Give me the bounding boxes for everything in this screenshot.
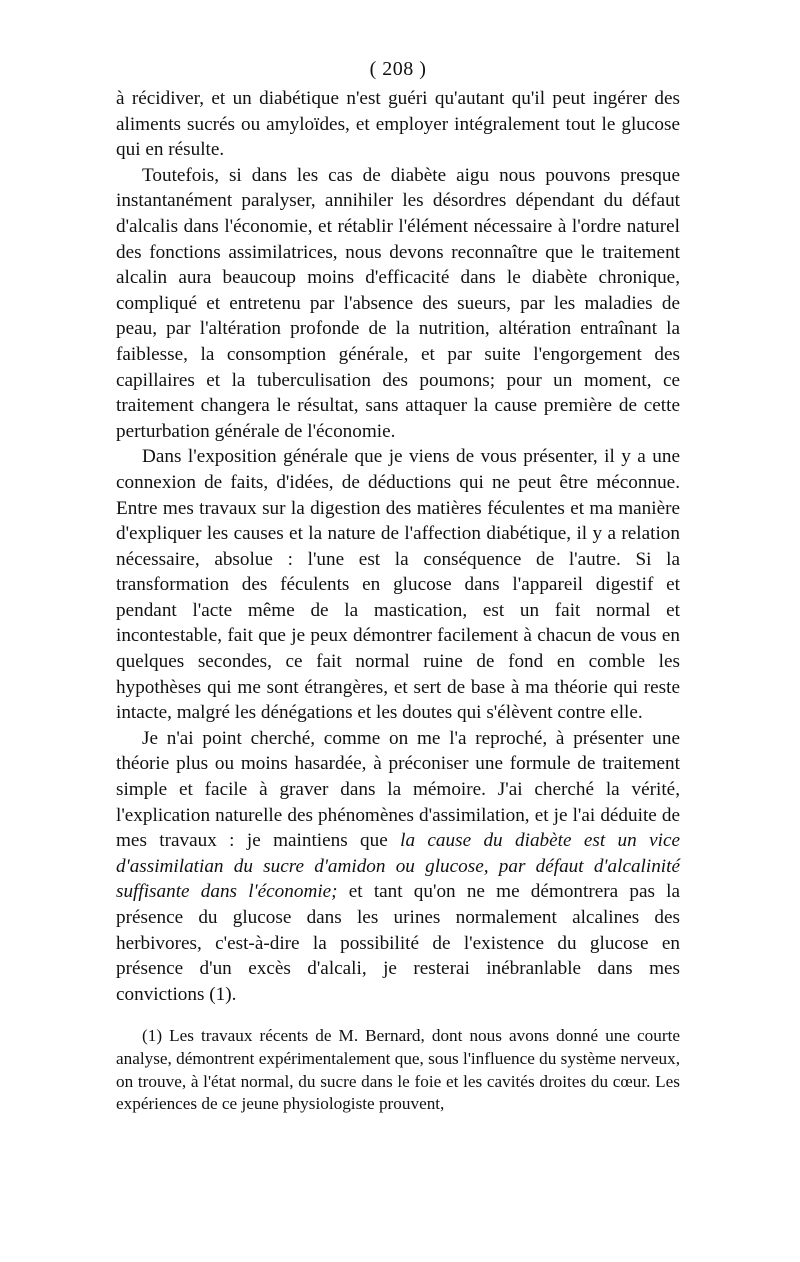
conclusion-italic-thesis: la cause du diabète est un vice d'assimilatian du sucre d'amidon ou glucose, par défaut d'alcalinité suffisante dans l'économie; (116, 830, 680, 903)
paragraph-exposition: Dans l'exposition générale que je viens de vous présenter, il y a une connexion de faits, d'idées, de déductions qui ne peut être méconnue. Entre mes travaux sur la digestion des matières féculentes et ma manière d'expliquer les causes et la nature de l'affection diabétique, il y a relation nécessaire, absolue : l'une est la conséquence de l'autre. Si la transformation des féculents en glucose dans l'appareil digestif et pendant l'acte même de la mastication, est un fait normal et incontestable, fait que je peux démontrer facilement à chacun de vous en quelques secondes, ce fait normal ruine de fond en comble les hypothèses qui me sont étrangères, et sert de base à ma théorie qui reste intacte, malgré les dénégations et les doutes qui s'élèvent contre elle. (116, 446, 680, 724)
paragraph-continued: à récidiver, et un diabétique n'est guéri qu'autant qu'il peut ingérer des aliments sucrés ou amyloïdes, et employer intégralement tout le glucose qui en résulte. (116, 88, 680, 161)
conclusion-text-start: Je n'ai point cherché, comme on me l'a reproché, à présenter une théorie plus ou moins hasardée, à préconiser une formule de traitement simple et facile à graver dans la mémoire. J'ai cherché la vérité, l'explication naturelle des phénomènes d'assimilation, et je l'ai déduite de mes travaux : je maintiens que (116, 727, 680, 852)
book-page (116, 56, 680, 1133)
paragraph-conclusion (116, 726, 680, 1008)
paragraph-toutefois: Toutefois, si dans les cas de diabète aigu nous pouvons presque instantanément paralyser, annihiler les désordres dépendant du défaut d'alcalis dans l'économie, et rétablir l'élément nécessaire à l'ordre naturel des fonctions assimilatrices, nous devons reconnaître que le traitement alcalin aura beaucoup moins d'efficacité dans le diabète chronique, compliqué et entretenu par l'absence des sueurs, par les maladies de peau, par l'altération profonde de la nutrition, altération entraînant la faiblesse, la consomption générale, et par suite l'engorgement des capillaires et la tuberculisation des poumons; pour un moment, ce traitement changera le résultat, sans attaquer la cause première de cette perturbation générale de l'économie. (116, 164, 680, 442)
conclusion-text-end: et tant qu'on ne me démontrera pas la présence du glucose dans les urines normalement alcalines des herbivores, c'est-à-dire la possibilité de l'existence du glucose en présence d'un excès d'alcali, je resterai inébranlable dans mes convictions (1). (116, 881, 680, 1005)
page-number: ( 208 ) (369, 58, 427, 80)
footnote: (1) Les travaux récents de M. Bernard, dont nous avons donné une courte analyse, démontrent expérimentalement que, sous l'influence du système nerveux, on trouve, à l'état normal, du sucre dans le foie et les cavités droites du cœur. Les expériences de ce jeune physiologiste prouvent, (116, 1026, 680, 1114)
